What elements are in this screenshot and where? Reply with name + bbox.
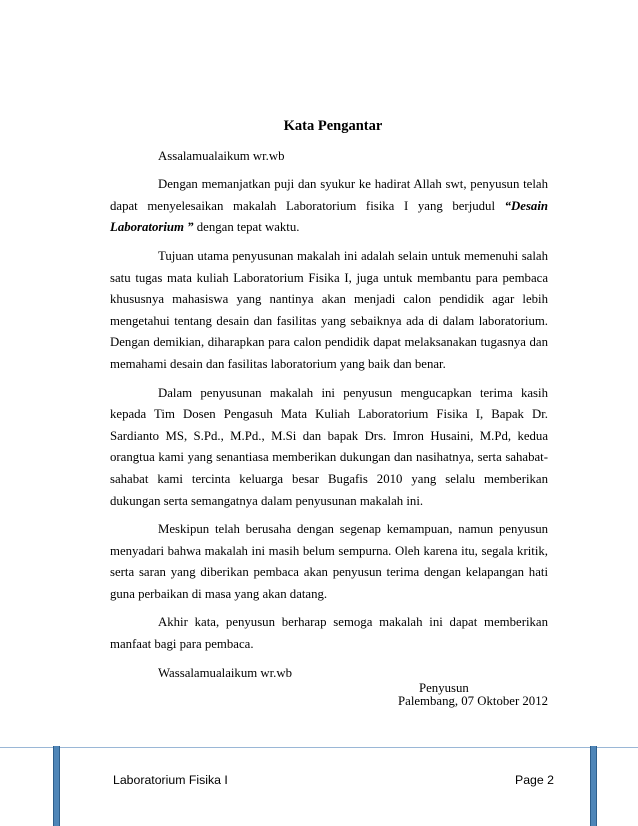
document-body bbox=[110, 116, 548, 713]
footer-bar-left bbox=[53, 746, 60, 826]
paper-title-emphasis: “Desain Laboratorium ” bbox=[110, 198, 548, 235]
signer-name: Penyusun bbox=[419, 681, 469, 695]
place-date: Palembang, 07 Oktober 2012 bbox=[398, 694, 548, 709]
paragraph-1-text-a: Dengan memanjatkan puji dan syukur ke hadirat Allah swt, penyusun telah dapat menyelesaikan makalah Laboratorium fisika I yang berjudul bbox=[110, 177, 548, 213]
paragraph-1-text-b: dengan tepat waktu. bbox=[193, 220, 300, 235]
paragraph-1 bbox=[110, 174, 548, 239]
footer-title: Laboratorium Fisika I bbox=[113, 773, 228, 787]
closing-salutation: Wassalamualaikum wr.wb bbox=[158, 665, 293, 680]
paragraph-5: Akhir kata, penyusun berharap semoga makalah ini dapat memberikan manfaat bagi para pembaca. bbox=[110, 615, 548, 652]
footer-divider bbox=[0, 747, 638, 748]
page-number: Page 2 bbox=[515, 773, 554, 787]
greeting: Assalamualaikum wr.wb bbox=[158, 148, 285, 163]
paragraph-4: Meskipun telah berusaha dengan segenap kemampuan, namun penyusun menyadari bahwa makalah ini masih belum sempurna. Oleh karena itu, segala kritik, serta saran yang diberikan pembaca akan penyusun terima dengan kelapangan hati guna perbaikan di masa yang akan datang. bbox=[110, 522, 548, 601]
paragraph-3: Dalam penyusunan makalah ini penyusun mengucapkan terima kasih kepada Tim Dosen Pengasuh Mata Kuliah Laboratorium Fisika I, Bapak Dr. Sardianto MS, S.Pd., M.Pd., M.Si dan bapak Drs. Imron Husaini, M.Pd, kedua orangtua kami yang senantiasa memberikan dukungan dan nasihatnya, serta sahabat-sahabat kami tercinta keluarga besar Bugafis 2010 yang selalu memberikan dukungan serta semangatnya dalam penyusunan makalah ini. bbox=[110, 385, 548, 508]
paragraph-2: Tujuan utama penyusunan makalah ini adalah selain untuk memenuhi salah satu tugas mata kuliah Laboratorium Fisika I, juga untuk membantu para pembaca khususnya mahasiswa yang nantinya akan menjadi calon pendidik agar lebih mengetahui tentang desain dan fasilitas yang sebaiknya ada di dalam laboratorium. Dengan demikian, diharapkan para calon pendidik dapat melaksanakan tugasnya dan memahami desain dan fasilitas laboratorium yang baik dan benar. bbox=[110, 248, 548, 371]
footer-bar-right bbox=[590, 746, 597, 826]
page-title: Kata Pengantar bbox=[283, 118, 383, 134]
